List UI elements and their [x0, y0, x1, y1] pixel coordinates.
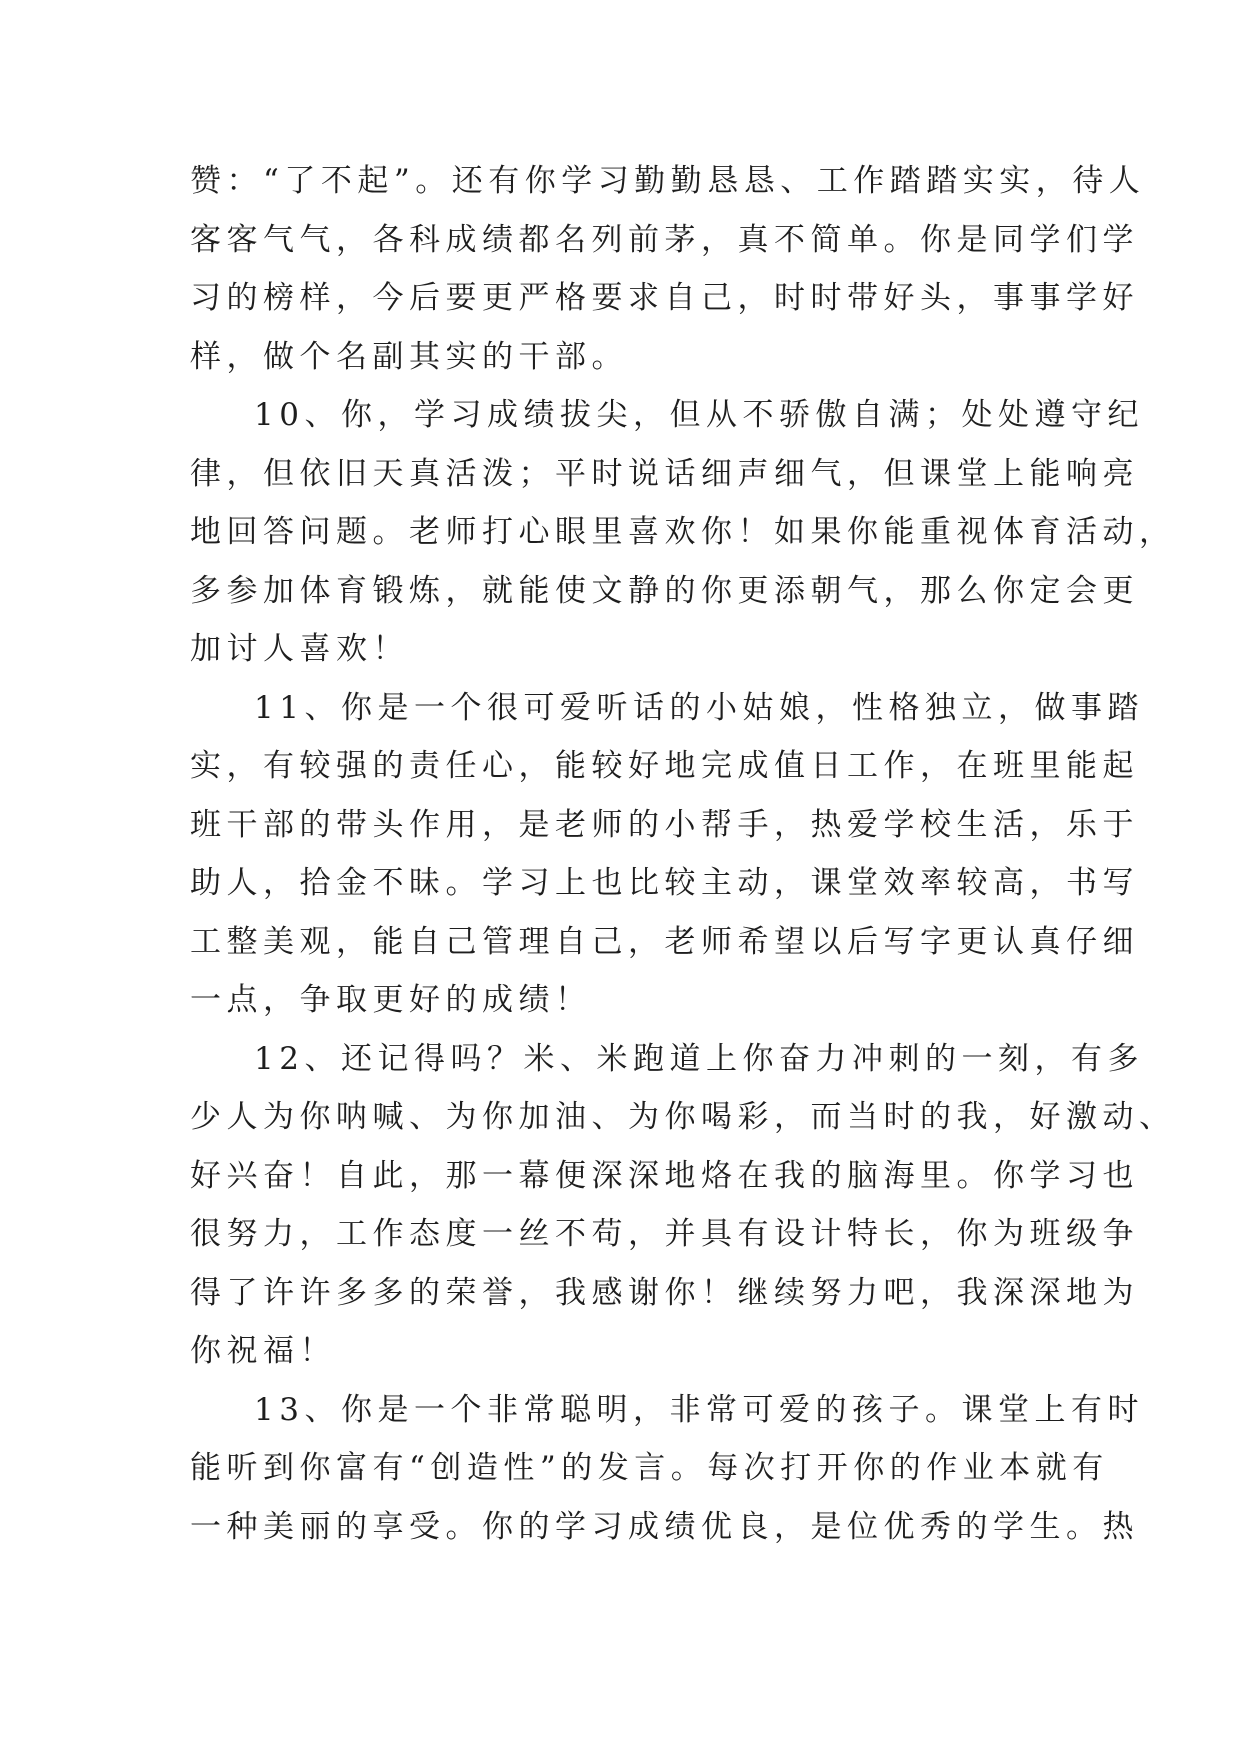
- text-line: 班干部的带头作用，是老师的小帮手，热爱学校生活，乐于: [190, 806, 1139, 843]
- text-line: 得了许许多多的荣誉，我感谢你！继续努力吧，我深深地为: [190, 1274, 1139, 1311]
- paragraph-10-first-line: 10、你，学习成绩拔尖，但从不骄傲自满；处处遵守纪: [254, 397, 1144, 433]
- text-line: 一种美丽的享受。你的学习成绩优良，是位优秀的学生。热: [190, 1508, 1139, 1545]
- text-line: 工整美观，能自己管理自己，老师希望以后写字更认真仔细: [190, 923, 1139, 960]
- text-line: 赞：“了不起”。还有你学习勤勤恳恳、工作踏踏实实，待人: [190, 163, 1146, 199]
- text-line: 你祝福！: [190, 1333, 336, 1369]
- text-line: 实，有较强的责任心，能较好地完成值日工作，在班里能起: [190, 748, 1139, 784]
- text-line: 样，做个名副其实的干部。: [190, 338, 628, 375]
- paragraph-12-first-line: 12、还记得吗？米、米跑道上你奋力冲刺的一刻，有多: [254, 1040, 1144, 1077]
- paragraph-13-first-line: 13、你是一个非常聪明，非常可爱的孩子。课堂上有时: [254, 1391, 1144, 1428]
- text-line: 助人，拾金不昧。学习上也比较主动，课堂效率较高，书写: [190, 865, 1139, 901]
- document-body: [190, 152, 1176, 1556]
- text-line: 客客气气，各科成绩都名列前茅，真不简单。你是同学们学: [190, 221, 1139, 258]
- paragraph-11-first-line: 11、你是一个很可爱听话的小姑娘，性格独立，做事踏: [254, 689, 1144, 726]
- text-line: 能听到你富有“创造性”的发言。每次打开你的作业本就有: [190, 1450, 1109, 1486]
- text-line: 一点，争取更好的成绩！: [190, 982, 592, 1018]
- text-line: 地回答问题。老师打心眼里喜欢你！如果你能重视体育活动，: [190, 514, 1176, 550]
- text-line: 少人为你呐喊、为你加油、为你喝彩，而当时的我，好激动、: [190, 1099, 1176, 1135]
- text-line: 加讨人喜欢！: [190, 631, 409, 667]
- text-line: 习的榜样，今后要更严格要求自己，时时带好头，事事学好: [190, 280, 1139, 316]
- text-line: 好兴奋！自此，那一幕便深深地烙在我的脑海里。你学习也: [190, 1157, 1139, 1194]
- text-line: 多参加体育锻炼，就能使文静的你更添朝气，那么你定会更: [190, 572, 1139, 609]
- text-line: 律，但依旧天真活泼；平时说话细声细气，但课堂上能响亮: [190, 455, 1139, 492]
- text-line: 很努力，工作态度一丝不苟，并具有设计特长，你为班级争: [190, 1216, 1139, 1252]
